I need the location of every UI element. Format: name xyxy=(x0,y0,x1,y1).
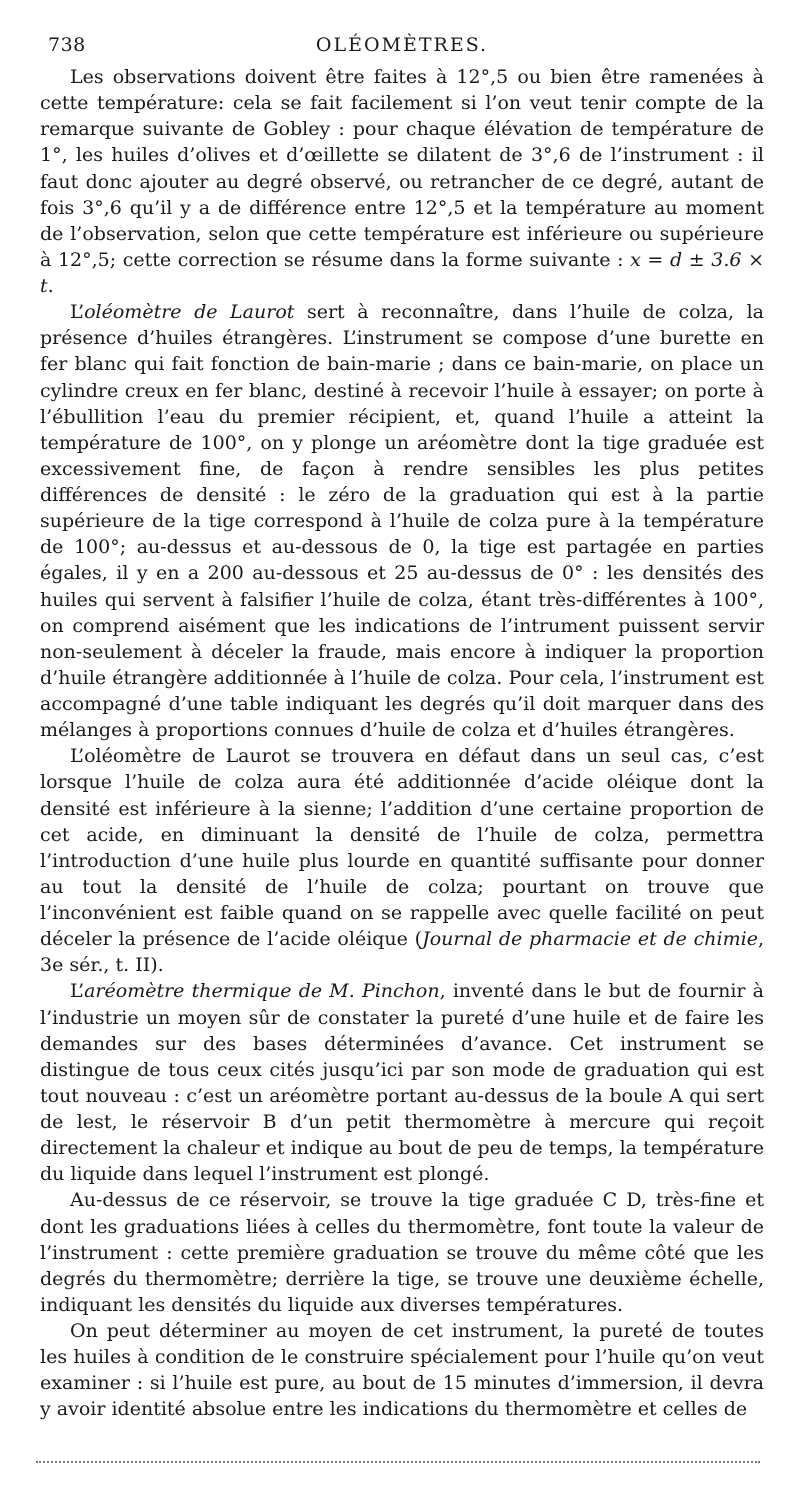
paragraph xyxy=(40,1318,764,1423)
instrument-name: aréomètre thermique de M. Pinchon xyxy=(84,980,440,1003)
text-fragment: Les observations doivent être faites à 12°,5 ou bien être ramenées à cette température: cela se fait facilement si l’on veut tenir compte de la remarque suivante de Gobley : pour chaque élévation de température de 1°, les huiles d’olives et d’œillette se dilatent de 3°,6 de l’instrument : il faut donc ajouter au degré observé, ou retrancher de ce degré, autant de fois 3°,6 qu’il y a de différence entre 12°,5 et la température au moment de l’observation, selon que cette température est inférieure ou supérieure à 12°,5; cette correction se résume dans la forme suivante : xyxy=(40,66,764,271)
text-fragment: , 3e sér., t. II). xyxy=(40,928,764,977)
footer-dotted-rule xyxy=(36,1461,760,1463)
page-number: 738 xyxy=(48,34,86,56)
page-header xyxy=(40,30,764,64)
running-title: OLÉOMÈTRES. xyxy=(315,34,489,56)
text-fragment: . xyxy=(47,275,54,297)
text-fragment: L’ xyxy=(70,980,85,1003)
text-fragment: , inventé dans le but de fournir à l’industrie un moyen sûr de constater la pureté d’une huile et de faire les demandes sur des bases déterminées d’avance. Cet instrument se distingue de tous ceux cités jusqu’ici par son mode de graduation qui est tout nouveau : c’est un aréomètre portant au-dessus de la boule A qui sert de lest, le réservoir B d’un petit thermomètre à mercure qui reçoit directement la chaleur et indique au bout de peu de temps, la température du liquide dans lequel l’instrument est plongé. xyxy=(40,980,765,1186)
instrument-name: oléomètre de Laurot xyxy=(84,301,295,324)
journal-citation: Journal de pharmacie et de chimie xyxy=(422,928,758,951)
text-fragment: L’oléomètre de Laurot se trouvera en défaut dans un seul cas, c’est lorsque l’huile de colza aura été additionnée d’acide oléique dont la densité est inférieure à la sienne; l’addition d’une certaine proportion de cet acide, en diminuant la densité de l’huile de colza, permettra l’introduction d’une huile plus lourde en quantité suffisante pour donner au tout la densité de l’huile de colza; pourtant on trouve que l’inconvénient est faible quand on se rappelle avec quelle facilité on peut déceler la présence de l’acide oléique ( xyxy=(40,745,764,951)
paragraph xyxy=(40,64,764,299)
formula: x = d ± 3.6 × t xyxy=(40,248,765,297)
text-fragment: On peut déterminer au moyen de cet instrument, la pureté de toutes les huiles à condition de le construire spécialement pour l’huile qu’on veut examiner : si l’huile est pure, au bout de 15 minutes d’immersion, il devra y avoir identité absolue entre les indications du thermomètre et celles de xyxy=(40,1320,764,1421)
paragraph xyxy=(40,743,764,978)
text-fragment: L’ xyxy=(70,301,85,324)
paragraph xyxy=(40,1187,764,1318)
paragraph xyxy=(40,299,764,743)
paragraph xyxy=(40,978,764,1187)
text-fragment: Au-dessus de ce réservoir, se trouve la tige graduée C D, très-fine et dont les graduations liées à celles du thermomètre, font toute la valeur de l’instrument : cette première graduation se trouve du même côté que les degrés du thermomètre; derrière la tige, se trouve une deuxième échelle, indiquant les densités du liquide aux diverses températures. xyxy=(40,1189,764,1316)
text-fragment: sert à reconnaître, dans l’huile de colza, la présence d’huiles étrangères. L’instrument se compose d’une burette en fer blanc qui fait fonction de bain-marie ; dans ce bain-marie, on place un cylindre creux en fer blanc, destiné à recevoir l’huile à essayer; on porte à l’ébullition l’eau du premier récipient, et, quand l’huile a atteint la température de 100°, on y plonge un aréomètre dont la tige graduée est excessivement fine, de façon à rendre sensibles les plus petites différences de densité : le zéro de la graduation qui est à la partie supérieure de la tige correspond à l’huile de colza pure à la température de 100°; au-dessus et au-dessous de 0, la tige est partagée en parties égales, il y en a 200 au-dessous et 25 au-dessus de 0° : les densités des huiles qui servent à falsifier l’huile de colza, étant très-différentes à 100°, on comprend aisément que les indications de l’intrument puissent servir non-seulement à déceler la fraude, mais encore à indiquer la proportion d’huile étrangère additionnée à l’huile de colza. Pour cela, l’instrument est accompagné d’une table indiquant les degrés qu’il doit marquer dans des mélanges à proportions connues d’huile de colza et d’huiles étrangères. xyxy=(40,301,765,742)
body-text xyxy=(40,64,764,1423)
